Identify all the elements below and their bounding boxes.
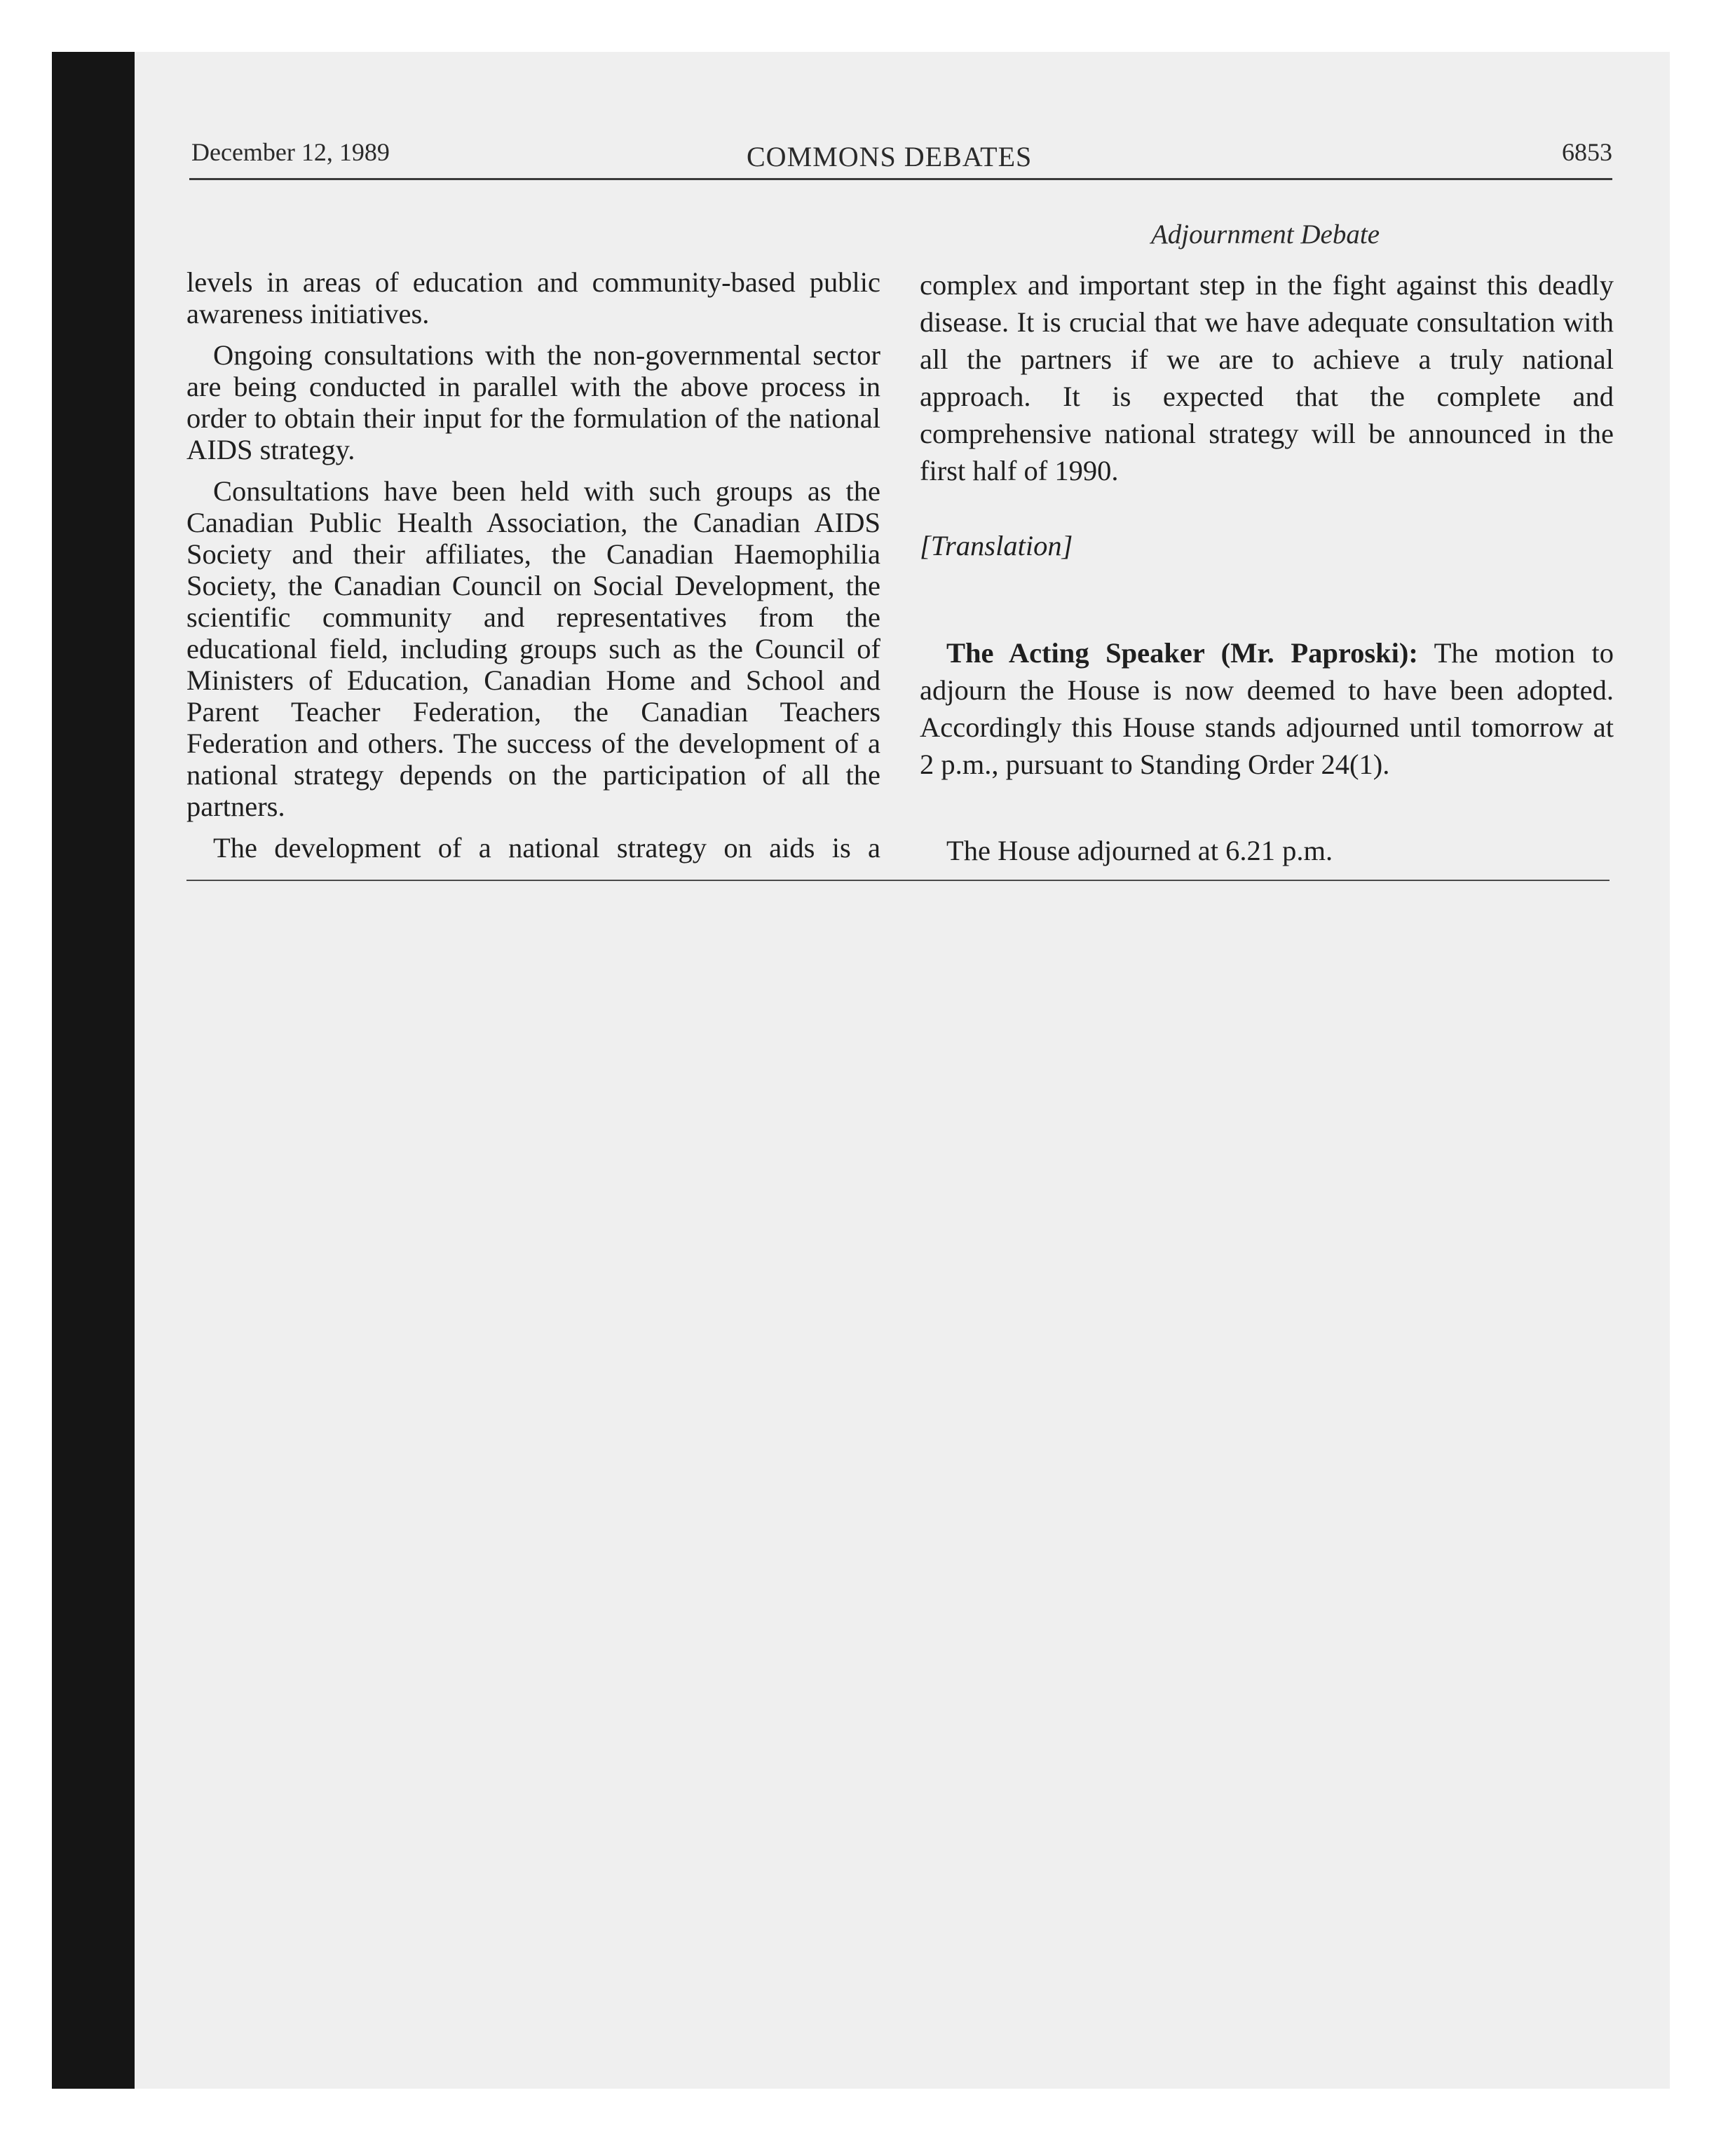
bottom-rule xyxy=(186,880,1610,881)
paragraph: The development of a national strategy on aids is a xyxy=(213,832,880,864)
closing-line: The House adjourned at 6.21 p.m. xyxy=(946,835,1333,866)
right-column xyxy=(920,266,1614,869)
section-title: Adjournment Debate xyxy=(1150,219,1380,250)
paragraph: Consultations have been held with such groups as the Canadian Public Health Association, the Canadian AIDS Society and their affiliates, the Canadian Haemophilia Society, the Canadian Council on Social Development, the scientific community and representatives from the educational field, including groups such as the Council of Ministers of Education, Canadian Home and School and Parent Teacher Federation, the Canadian Teachers Federation and others. The success of the development of a national strategy depends on the participation of all the partners. xyxy=(186,475,880,822)
speaker-paragraph xyxy=(920,634,1614,783)
paragraph: complex and important step in the fight against this deadly disease. It is crucial that we have adequate consultation with all the partners if we are to achieve a truly national approach. It is expected that the complete and comprehensive national strategy will be announced in the first half of 1990. xyxy=(920,269,1614,486)
header-rule xyxy=(189,178,1612,180)
header-date: December 12, 1989 xyxy=(191,138,390,166)
paragraph: levels in areas of education and community-based public awareness initiatives. xyxy=(186,266,880,329)
left-column xyxy=(186,266,880,873)
paragraph: Ongoing consultations with the non-governmental sector are being conducted in parallel with the above process in order to obtain their input for the formulation of the national AIDS strategy. xyxy=(186,339,880,465)
header-title: COMMONS DEBATES xyxy=(747,141,1033,172)
binding-edge-shadow xyxy=(52,52,135,2089)
translation-tag: [Translation] xyxy=(920,530,1073,561)
header-page-number: 6853 xyxy=(1562,138,1612,166)
speaker-text: The motion to adjourn the House is now deemed to have been adopted. Accordingly this House stands adjourned until tomorrow at 2 p.m., pursuant to Standing Order 24(1). xyxy=(920,637,1614,780)
page-header xyxy=(189,133,1612,182)
speaker-name: The Acting Speaker (Mr. Paproski): xyxy=(946,637,1418,669)
